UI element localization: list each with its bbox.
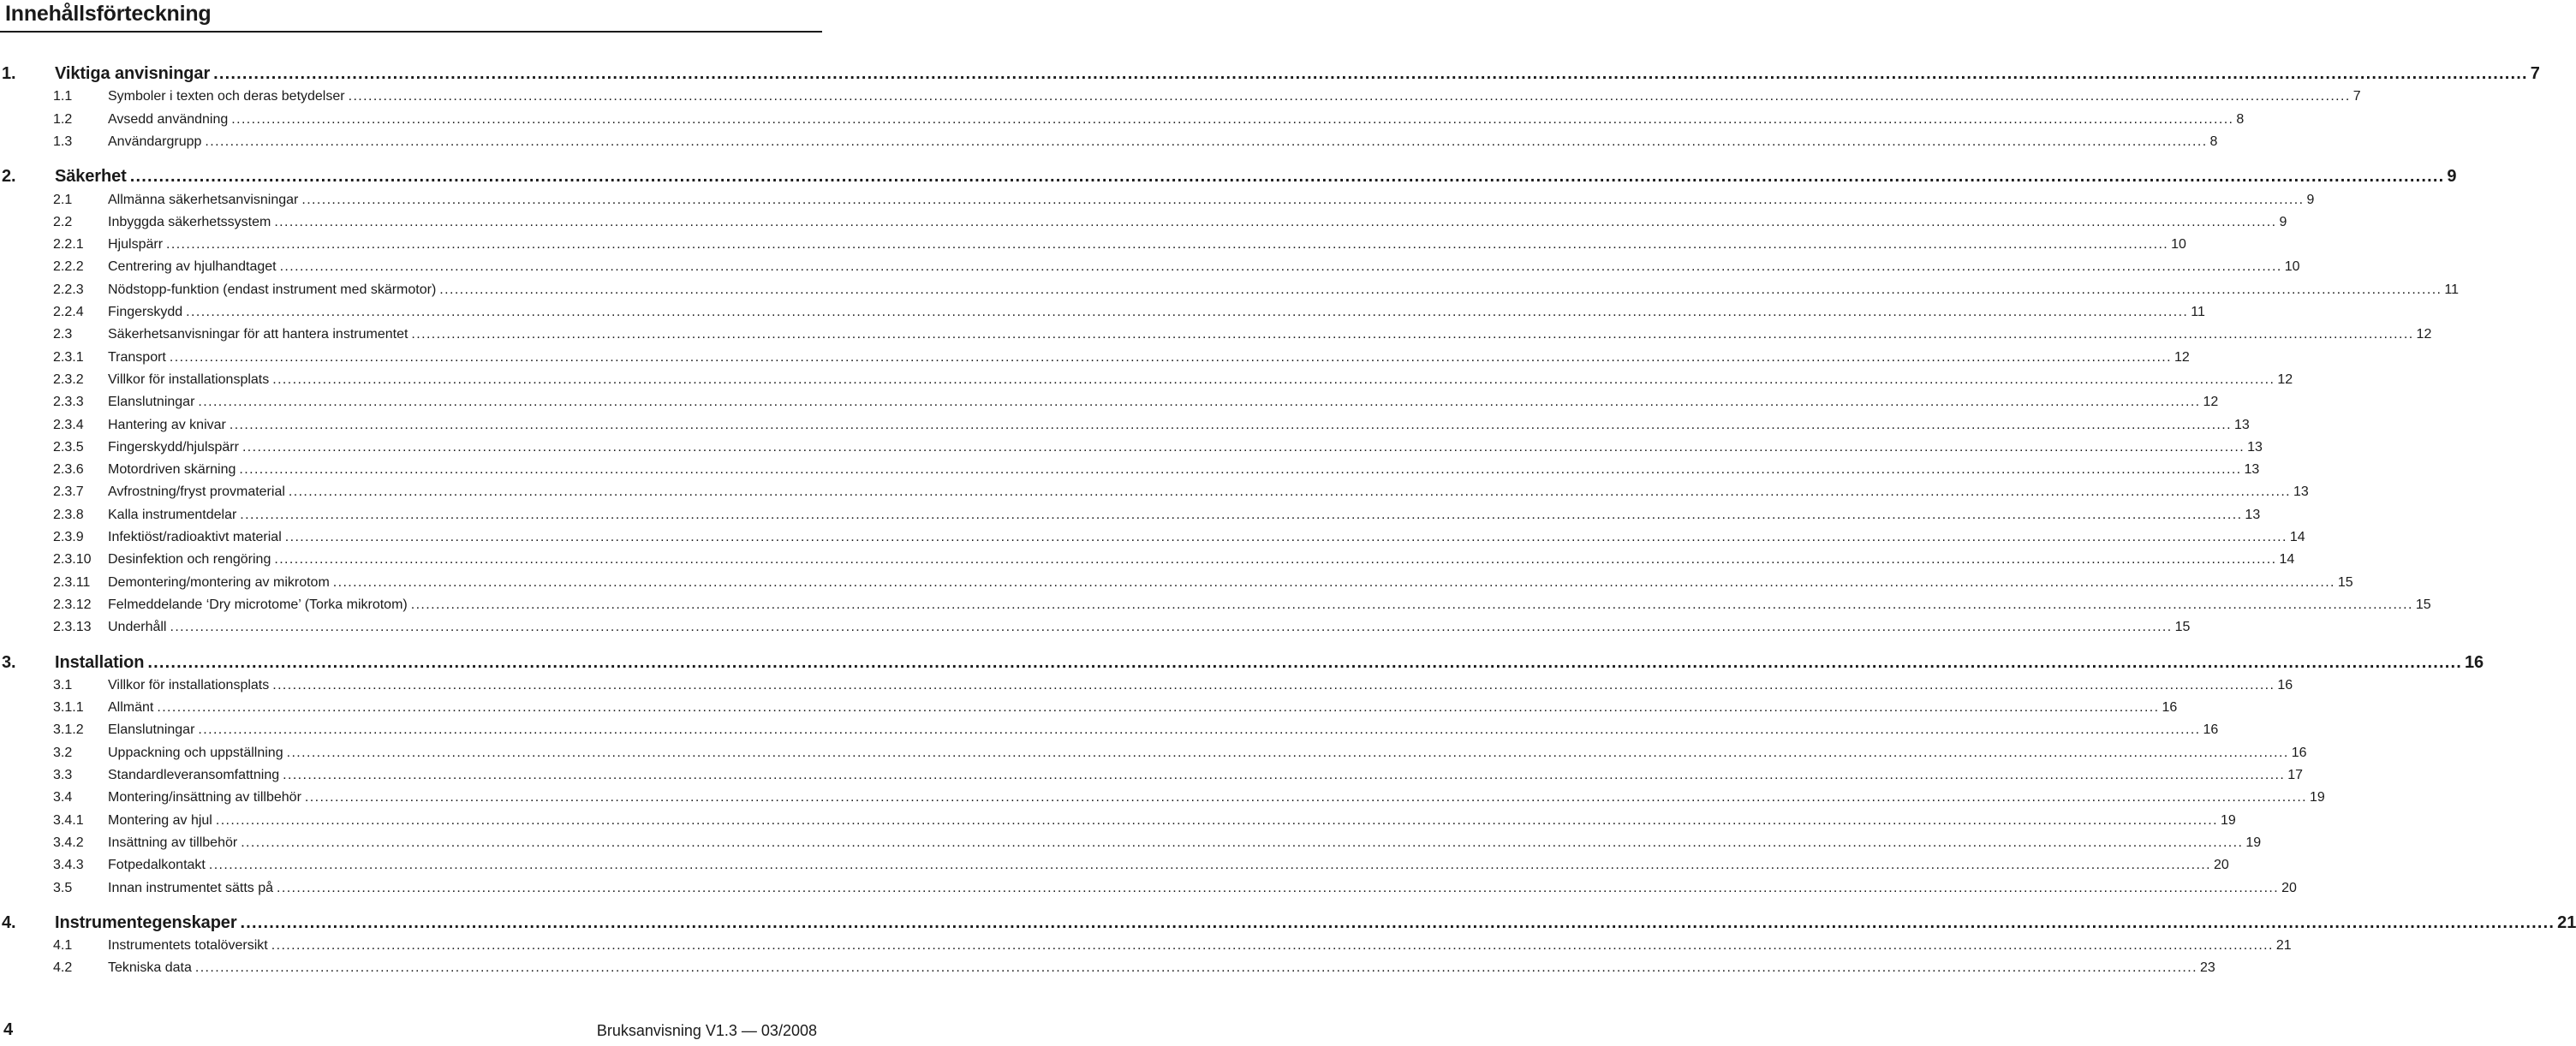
toc-section-entry[interactable] [0,858,2229,873]
toc-section-entry[interactable] [0,880,2297,896]
toc-entry-label: Viktiga anvisningar [55,64,211,83]
toc-entry-number: 2.3.7 [53,484,84,500]
toc-entry-page-number: 21 [2275,938,2292,954]
toc-entry-label: Infektiöst/radioaktivt material [108,530,282,544]
toc-section-entry[interactable] [0,700,2178,716]
toc-entry-number: 4. [2,912,16,932]
toc-entry-page-number: 19 [2245,835,2262,850]
toc-dot-leader: ................................................................................................................................................................................................................................................................................................................................................................................................................ [274,552,2277,568]
toc-dot-leader: ................................................................................................................................................................................................................................................................................................................................................................................................................ [240,912,2555,932]
toc-dot-leader: ................................................................................................................................................................................................................................................................................................................................................................................................................ [169,349,2172,365]
toc-section-entry[interactable] [0,395,2219,410]
toc-entry-label: Tekniska data [108,960,192,976]
toc-entry-label: Symboler i texten och deras betydelser [108,89,345,104]
toc-entry-number: 2.3.12 [53,597,92,612]
toc-entry-number: 2.3.3 [53,395,84,410]
toc-dot-leader: ................................................................................................................................................................................................................................................................................................................................................................................................................ [229,417,2232,432]
toc-section-entry[interactable] [0,620,2191,635]
toc-section-entry[interactable] [0,417,2250,433]
toc-entry-page-number: 9 [2447,167,2457,187]
toc-entry-number: 2.2.1 [53,237,84,253]
toc-entry-label: Elanslutningar [108,395,195,410]
toc-entry-page-number: 8 [2236,111,2245,127]
toc-entry-number: 3.1.2 [53,722,84,738]
toc-dot-leader: ................................................................................................................................................................................................................................................................................................................................................................................................................ [271,938,2274,954]
toc-section-entry[interactable] [0,812,2236,829]
toc-entry-label: Allmänna säkerhetsanvisningar [108,192,299,207]
toc-entry-number: 3.2 [53,745,73,760]
toc-dot-leader: ................................................................................................................................................................................................................................................................................................................................................................................................................ [239,462,2242,478]
toc-entry-page-number: 13 [2247,439,2263,455]
toc-section-entry[interactable] [0,835,2262,851]
toc-entry-page-number: 15 [2174,620,2191,635]
toc-entry-page-number: 12 [2277,371,2293,387]
toc-section-entry[interactable] [0,134,2218,150]
toc-entry-page-number: 17 [2287,768,2304,782]
toc-entry-page-number: 16 [2277,677,2293,692]
toc-dot-leader: ................................................................................................................................................................................................................................................................................................................................................................................................................ [277,880,2280,895]
toc-dot-leader: ................................................................................................................................................................................................................................................................................................................................................................................................................ [198,722,2201,738]
toc-entry-number: 3.3 [53,768,73,782]
toc-section-entry[interactable] [0,305,2205,320]
toc-entry-page-number: 8 [2209,134,2218,149]
toc-section-entry[interactable] [0,111,2245,128]
toc-dot-leader: ................................................................................................................................................................................................................................................................................................................................................................................................................ [332,574,2335,590]
toc-dot-leader: ................................................................................................................................................................................................................................................................................................................................................................................................................ [129,167,2445,187]
toc-chapter-entry[interactable] [0,912,2576,933]
toc-entry-number: 2.1 [53,192,73,207]
toc-entry-number: 3. [2,652,16,672]
toc-section-entry[interactable] [0,439,2263,455]
toc-dot-leader: ................................................................................................................................................................................................................................................................................................................................................................................................................ [348,89,2351,104]
toc-entry-number: 3.4.1 [53,812,84,828]
toc-entry-page-number: 12 [2416,327,2432,342]
toc-entry-number: 2.2 [53,214,73,229]
toc-entry-label: Säkerhetsanvisningar för att hantera instrumentet [108,327,408,342]
toc-dot-leader: ................................................................................................................................................................................................................................................................................................................................................................................................................ [208,858,2211,873]
toc-entry-number: 3.4.2 [53,835,84,850]
toc-dot-leader: ................................................................................................................................................................................................................................................................................................................................................................................................................ [198,395,2201,410]
toc-dot-leader: ................................................................................................................................................................................................................................................................................................................................................................................................................ [205,134,2208,149]
toc-dot-leader: ................................................................................................................................................................................................................................................................................................................................................................................................................ [288,484,2292,500]
toc-entry-number: 1.1 [53,89,73,104]
toc-entry-page-number: 13 [2245,507,2261,522]
toc-entry-label: Allmänt [108,700,154,716]
toc-section-entry[interactable] [0,790,2325,805]
toc-entry-page-number: 10 [2284,259,2300,275]
toc-entry-label: Standardleveransomfattning [108,768,280,782]
toc-entry-number: 3.4.3 [53,858,84,873]
toc-entry-page-number: 23 [2199,960,2215,976]
toc-entry-page-number: 9 [2279,214,2287,229]
toc-entry-number: 1.3 [53,134,73,149]
toc-entry-label: Instrumentegenskaper [55,912,237,932]
toc-dot-leader: ................................................................................................................................................................................................................................................................................................................................................................................................................ [213,64,2528,83]
toc-section-entry[interactable] [0,192,2315,208]
toc-section-entry[interactable] [0,677,2293,693]
toc-entry-number: 2. [2,167,16,187]
toc-entry-number: 2.3.5 [53,439,84,455]
toc-section-entry[interactable] [0,237,2186,253]
toc-entry-label: Installation [55,652,145,672]
toc-entry-number: 3.4 [53,790,73,805]
toc-entry-label: Motordriven skärning [108,462,236,478]
toc-entry-label: Hantering av knivar [108,417,226,432]
toc-dot-leader: ................................................................................................................................................................................................................................................................................................................................................................................................................ [410,597,2413,612]
toc-entry-page-number: 13 [2244,462,2260,478]
toc-entry-label: Villkor för installationsplats [108,677,270,692]
page-title: Innehållsförteckning [5,2,212,26]
toc-entry-number: 2.3.10 [53,552,92,568]
toc-chapter-entry[interactable] [0,167,2457,187]
toc-entry-number: 2.2.4 [53,305,84,319]
toc-dot-leader: ................................................................................................................................................................................................................................................................................................................................................................................................................ [231,111,2234,127]
toc-entry-number: 3.1 [53,677,73,692]
toc-dot-leader: ................................................................................................................................................................................................................................................................................................................................................................................................................ [147,652,2463,672]
toc-entry-page-number: 19 [2220,812,2236,828]
toc-entry-label: Fingerskydd [108,305,183,319]
footer-document-version: Bruksanvisning V1.3 — 03/2008 [596,1022,817,1039]
toc-entry-page-number: 16 [2162,700,2178,716]
toc-entry-label: Avfrostning/fryst provmaterial [108,484,285,500]
toc-entry-number: 3.1.1 [53,700,84,716]
toc-entry-page-number: 7 [2530,64,2540,83]
toc-entry-number: 2.3.2 [53,371,84,387]
toc-section-entry[interactable] [0,938,2292,954]
toc-entry-page-number: 20 [2281,880,2297,895]
toc-entry-page-number: 20 [2213,858,2229,873]
toc-section-entry[interactable] [0,745,2307,761]
toc-entry-page-number: 15 [2337,574,2353,590]
toc-section-entry[interactable] [0,507,2261,523]
toc-dot-leader: ................................................................................................................................................................................................................................................................................................................................................................................................................ [301,192,2305,207]
toc-section-entry[interactable] [0,462,2260,478]
toc-section-entry[interactable] [0,259,2300,275]
toc-dot-leader: ................................................................................................................................................................................................................................................................................................................................................................................................................ [157,700,2160,716]
toc-entry-page-number: 9 [2306,192,2315,207]
toc-dot-leader: ................................................................................................................................................................................................................................................................................................................................................................................................................ [284,530,2287,544]
toc-entry-page-number: 12 [2203,395,2219,410]
toc-dot-leader: ................................................................................................................................................................................................................................................................................................................................................................................................................ [279,259,2282,275]
toc-chapter-entry[interactable] [0,64,2540,84]
toc-dot-leader: ................................................................................................................................................................................................................................................................................................................................................................................................................ [215,812,2218,828]
toc-dot-leader: ................................................................................................................................................................................................................................................................................................................................................................................................................ [304,790,2308,805]
toc-entry-number: 2.3 [53,327,73,342]
toc-entry-number: 2.3.1 [53,349,84,365]
toc-entry-label: Transport [108,349,166,365]
toc-entry-label: Demontering/montering av mikrotom [108,574,330,590]
toc-section-entry[interactable] [0,768,2304,783]
toc-entry-page-number: 15 [2415,597,2431,612]
toc-entry-label: Underhåll [108,620,167,635]
toc-entry-page-number: 16 [2465,652,2484,672]
toc-entry-page-number: 13 [2233,417,2250,432]
toc-section-entry[interactable] [0,89,2361,104]
toc-entry-label: Hjulspärr [108,237,164,253]
toc-entry-number: 2.2.3 [53,282,84,297]
toc-entry-number: 2.3.9 [53,530,84,544]
toc-entry-label: Centrering av hjulhandtaget [108,259,277,275]
toc-entry-label: Montering/insättning av tillbehör [108,790,301,805]
toc-entry-label: Inbyggda säkerhetssystem [108,214,271,229]
toc-dot-leader: ................................................................................................................................................................................................................................................................................................................................................................................................................ [186,305,2189,319]
toc-dot-leader: ................................................................................................................................................................................................................................................................................................................................................................................................................ [286,745,2289,760]
toc-section-entry[interactable] [0,574,2353,591]
toc-section-entry[interactable] [0,597,2431,613]
toc-entry-label: Användargrupp [108,134,202,149]
toc-dot-leader: ................................................................................................................................................................................................................................................................................................................................................................................................................ [439,282,2442,297]
toc-entry-number: 2.3.4 [53,417,84,432]
toc-entry-page-number: 14 [2279,552,2295,568]
toc-entry-label: Elanslutningar [108,722,195,738]
toc-entry-page-number: 10 [2171,237,2186,253]
toc-entry-page-number: 16 [2291,745,2307,760]
toc-entry-number: 2.3.13 [53,620,92,635]
toc-entry-label: Montering av hjul [108,812,212,828]
toc-section-entry[interactable] [0,349,2190,366]
toc-entry-page-number: 16 [2203,722,2219,738]
toc-dot-leader: ................................................................................................................................................................................................................................................................................................................................................................................................................ [241,835,2244,850]
toc-dot-leader: ................................................................................................................................................................................................................................................................................................................................................................................................................ [170,620,2173,635]
toc-entry-label: Insättning av tillbehör [108,835,238,850]
toc-entry-number: 1. [2,64,16,83]
toc-section-entry[interactable] [0,530,2305,545]
toc-section-entry[interactable] [0,552,2295,568]
toc-section-entry[interactable] [0,960,2215,976]
toc-entry-page-number: 7 [2352,89,2361,104]
toc-dot-leader: ................................................................................................................................................................................................................................................................................................................................................................................................................ [274,214,2277,229]
toc-section-entry[interactable] [0,722,2219,738]
toc-entry-page-number: 11 [2191,305,2205,319]
toc-entry-label: Nödstopp-funktion (endast instrument med skärmotor) [108,282,437,297]
toc-entry-number: 2.3.8 [53,507,84,522]
toc-entry-number: 3.5 [53,880,73,895]
toc-entry-page-number: 21 [2557,912,2576,932]
toc-entry-label: Fotpedalkontakt [108,858,206,873]
toc-entry-label: Säkerhet [55,167,127,187]
toc-entry-label: Uppackning och uppställning [108,745,283,760]
toc-entry-label: Villkor för installationsplats [108,371,270,387]
toc-entry-label: Kalla instrumentdelar [108,507,237,522]
toc-entry-number: 4.2 [53,960,73,976]
toc-entry-number: 2.3.11 [53,574,91,590]
toc-entry-number: 2.2.2 [53,259,84,275]
toc-entry-label: Instrumentets totalöversikt [108,938,268,954]
toc-dot-leader: ................................................................................................................................................................................................................................................................................................................................................................................................................ [411,327,2414,342]
toc-dot-leader: ................................................................................................................................................................................................................................................................................................................................................................................................................ [194,960,2197,976]
toc-entry-label: Fingerskydd/hjulspärr [108,439,239,455]
toc-dot-leader: ................................................................................................................................................................................................................................................................................................................................................................................................................ [283,768,2286,782]
toc-dot-leader: ................................................................................................................................................................................................................................................................................................................................................................................................................ [166,237,2169,253]
toc-dot-leader: ................................................................................................................................................................................................................................................................................................................................................................................................................ [272,677,2275,692]
toc-section-entry[interactable] [0,214,2287,230]
toc-entry-label: Felmeddelande ‘Dry microtome’ (Torka mikrotom) [108,597,408,612]
toc-dot-leader: ................................................................................................................................................................................................................................................................................................................................................................................................................ [240,507,2243,522]
toc-entry-page-number: 13 [2293,484,2309,500]
footer-page-number: 4 [3,1020,14,1039]
toc-dot-leader: ................................................................................................................................................................................................................................................................................................................................................................................................................ [272,371,2275,387]
toc-entry-number: 1.2 [53,111,73,127]
toc-entry-number: 2.3.6 [53,462,84,478]
toc-entry-page-number: 11 [2444,282,2460,297]
toc-entry-label: Avsedd användning [108,111,229,127]
toc-dot-leader: ................................................................................................................................................................................................................................................................................................................................................................................................................ [242,439,2245,455]
toc-section-entry[interactable] [0,327,2432,342]
toc-section-entry[interactable] [0,282,2460,298]
toc-section-entry[interactable] [0,371,2293,388]
toc-chapter-entry[interactable] [0,652,2484,673]
toc-entry-page-number: 12 [2174,349,2190,365]
toc-entry-label: Innan instrumentet sätts på [108,880,273,895]
toc-entry-page-number: 19 [2310,790,2325,805]
toc-entry-label: Desinfektion och rengöring [108,552,271,568]
toc-section-entry[interactable] [0,484,2309,500]
toc-entry-number: 4.1 [53,938,73,954]
toc-entry-page-number: 14 [2289,530,2305,544]
